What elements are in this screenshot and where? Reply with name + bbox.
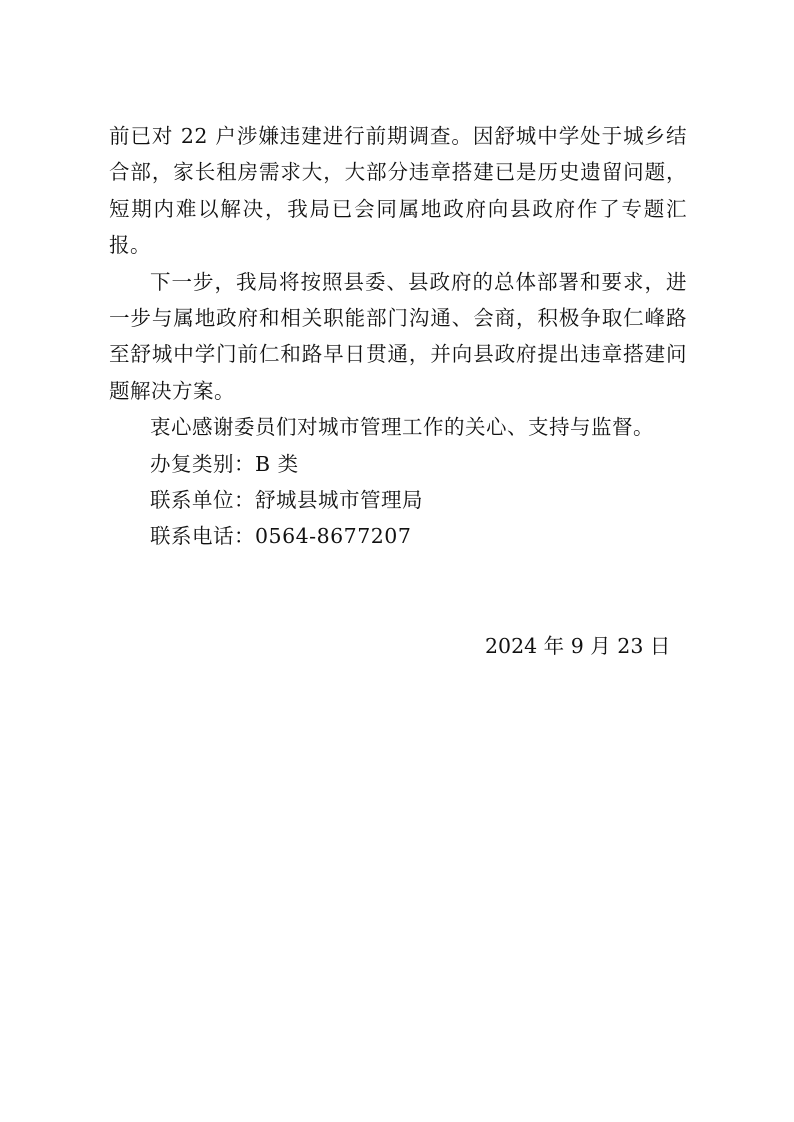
contact-phone: 联系电话：0564-8677207 bbox=[150, 524, 412, 549]
reply-category: 办复类别：B 类 bbox=[150, 451, 299, 476]
contact-unit: 联系单位：舒城县城市管理局 bbox=[150, 488, 423, 513]
paragraph-thanks: 衷心感谢委员们对城市管理工作的关心、支持与监督。 bbox=[150, 415, 654, 440]
paragraph-next-steps: 下一步，我局将按照县委、县政府的总体部署和要求，进一步与属地政府和相关职能部门沟通、会商，积极争取仁峰路至舒城中学门前仁和路早日贯通，并向县政府提出违章搭建问题解决方案。 bbox=[109, 269, 687, 403]
paragraph-investigation: 前已对 22 户涉嫌违建进行前期调查。因舒城中学处于城乡结合部，家长租房需求大，大部分违章搭建已是历史遗留问题，短期内难以解决，我局已会同属地政府向县政府作了专题汇报。 bbox=[109, 124, 687, 258]
document-date: 2024 年 9 月 23 日 bbox=[485, 634, 671, 658]
document-body bbox=[109, 118, 687, 555]
